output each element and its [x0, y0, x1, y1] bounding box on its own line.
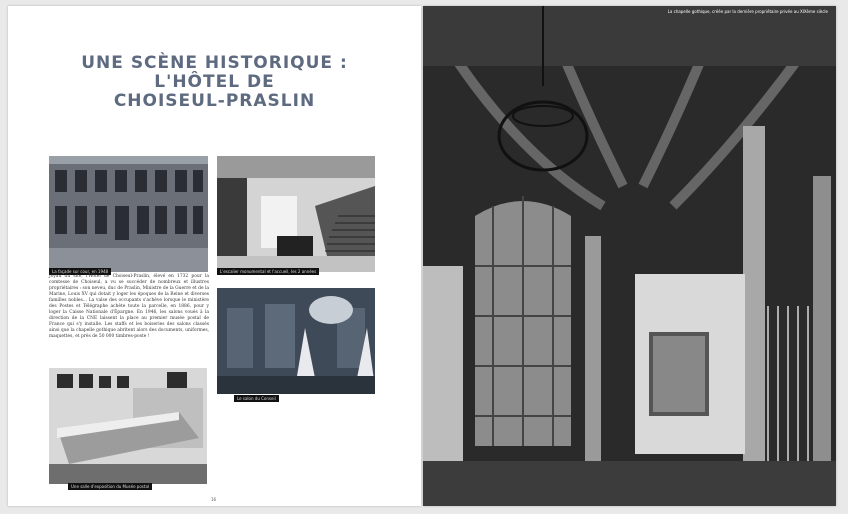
facade-caption: La façade sur cour, en 1948: [49, 268, 111, 275]
body-text: Joyau du site, l'Hôtel de Choiseul-Praslin, élevé en 1732 pour la comtesse de Choiseul, a vu se succéder de nombreux et illustres propriétaires : son neveu, duc de Praslin, Ministre de la Guerre et de la Marine, Louis XV qui dotait y loger les époques de la Reine et diverses familles nobles... La valse des occupants s'achève lorsque le ministère des Postes et Télégraphe achète toute la parcelle, en 1886, pour y loger la Caisse Nationale d'Épargne. En 1946, les salons voués à la direction de la CNE laissent la place au premier musée postal de France qui s'y installe. Les staffs et les boiseries des salons classés ainsi que la chapelle gothique abritent alors des documents, uniformes, maquettes, et près de 50 000 timbres-poste !: [49, 274, 209, 339]
page-title: [8, 54, 421, 111]
title-line-1: UNE SCÈNE HISTORIQUE :: [81, 53, 348, 73]
salon-photo: [217, 288, 375, 394]
museum-caption: Une salle d'exposition du Musée postal: [68, 483, 152, 490]
title-line-2: L'HÔTEL DE: [154, 72, 275, 92]
chapel-photo: [423, 6, 836, 506]
right-page: [423, 6, 836, 506]
staircase-photo: [217, 156, 375, 272]
left-page: [8, 6, 421, 506]
chapel-caption: La chapelle gothique, créée par la dernière propriétaire privée au XIXème siècle: [667, 9, 828, 14]
page-number: 16: [211, 497, 217, 502]
facade-photo: [49, 156, 208, 272]
museum-photo: [49, 368, 207, 484]
staircase-caption: L'escalier monumental et l'accueil, les 2 années: [217, 268, 319, 275]
salon-caption: Le salon du Conseil: [234, 395, 279, 402]
title-line-3: CHOISEUL-PRASLIN: [113, 91, 316, 111]
